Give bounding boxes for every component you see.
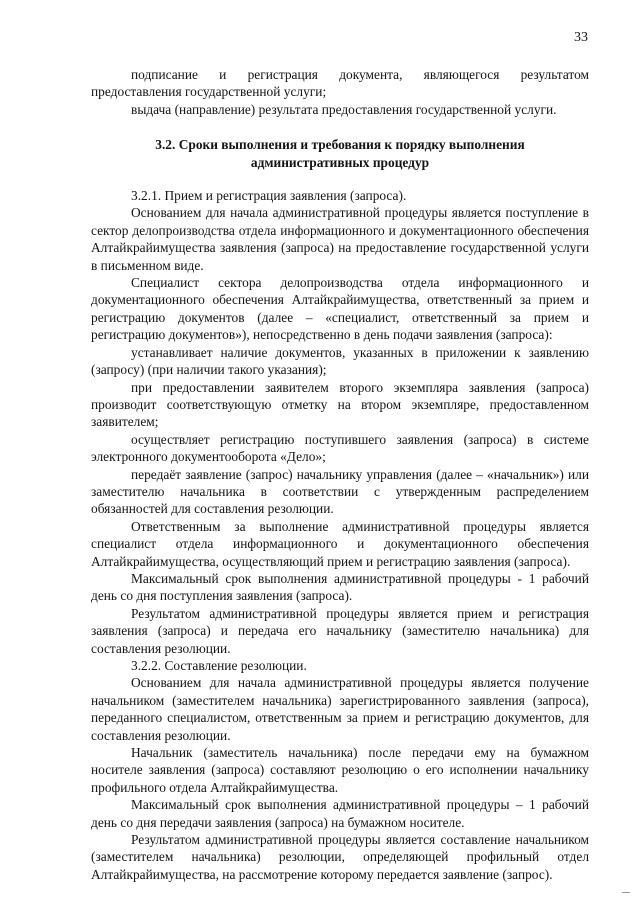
section-title-line: административных процедур	[250, 154, 430, 170]
subsection-heading: 3.2.2. Составление резолюции.	[131, 658, 307, 673]
body-paragraph: передаёт заявление (запрос) начальнику управления (далее – «начальник») или заместителю начальника в соответствии с утвержденным распределением обязанностей для составления резолюции.	[91, 466, 589, 517]
body-paragraph: Специалист сектора делопроизводства отдела информационного и документационного обеспечения Алтайкрайимущества, ответственный за прием и регистрацию документов (далее – «специалист, ответственный за прием и регистрацию документов»), непосредственно в день подачи заявления (запроса):	[91, 275, 589, 343]
body-paragraph: Основанием для начала административной процедуры является поступление в сектор делопроизводства отдела информационного и документационного обеспечения Алтайкрайимущества заявления (запроса) на предоставление государственной услуги в письменном виде.	[91, 205, 589, 273]
body-paragraph: осуществляет регистрацию поступившего заявления (запроса) в системе электронного документооборота «Дело»;	[91, 431, 589, 465]
body-paragraph: Результатом административной процедуры является составление начальником (заместителем начальника) резолюции, определяющей профильный отдел Алтайкрайимущества, на рассмотрение которому передается заявление (запрос).	[91, 832, 589, 882]
body-paragraph: Максимальный срок выполнения административной процедуры – 1 рабочий день со дня передачи заявления (запроса) на бумажном носителе.	[91, 797, 589, 830]
page-number: 33	[574, 30, 588, 45]
section-title	[91, 136, 589, 171]
document-body	[91, 66, 589, 883]
subsection-heading: 3.2.1. Прием и регистрация заявления (запроса).	[131, 188, 407, 204]
body-paragraph: Результатом административной процедуры является прием и регистрация заявления (запроса) и передача его начальнику (заместителю начальника) для составления резолюции.	[91, 605, 589, 656]
body-paragraph: Начальник (заместитель начальника) после передачи ему на бумажном носителе заявления (запроса) составляют резолюцию о его исполнении начальнику профильного отдела Алтайкрайимущества.	[91, 745, 589, 795]
body-paragraph: Максимальный срок выполнения административной процедуры - 1 рабочий день со дня поступления заявления (запроса).	[91, 570, 589, 604]
section-title-line: 3.2. Сроки выполнения и требования к порядку выполнения	[155, 137, 525, 153]
scan-mark	[622, 892, 630, 893]
body-paragraph: устанавливает наличие документов, указанных в приложении к заявлению (запросу) (при наличии такого указания);	[91, 344, 589, 378]
body-paragraph: при предоставлении заявителем второго экземпляра заявления (запроса) производит соответствующую отметку на втором экземпляре, предоставленном заявителем;	[91, 379, 589, 430]
intro-paragraph: выдача (направление) результата предоставления государственной услуги.	[131, 101, 557, 117]
body-paragraph: Основанием для начала административной процедуры является получение начальником (заместителем начальника) зарегистрированного заявления (запроса), переданного специалистом, ответственным за прием и регистрацию документов, для составления резолюции.	[91, 675, 589, 743]
body-paragraph: Ответственным за выполнение административной процедуры является специалист отдела информационного и документационного обеспечения Алтайкрайимущества, осуществляющий прием и регистрацию заявления (запроса).	[91, 518, 589, 569]
intro-paragraph: подписание и регистрация документа, являющегося результатом предоставления государственной услуги;	[91, 67, 589, 100]
